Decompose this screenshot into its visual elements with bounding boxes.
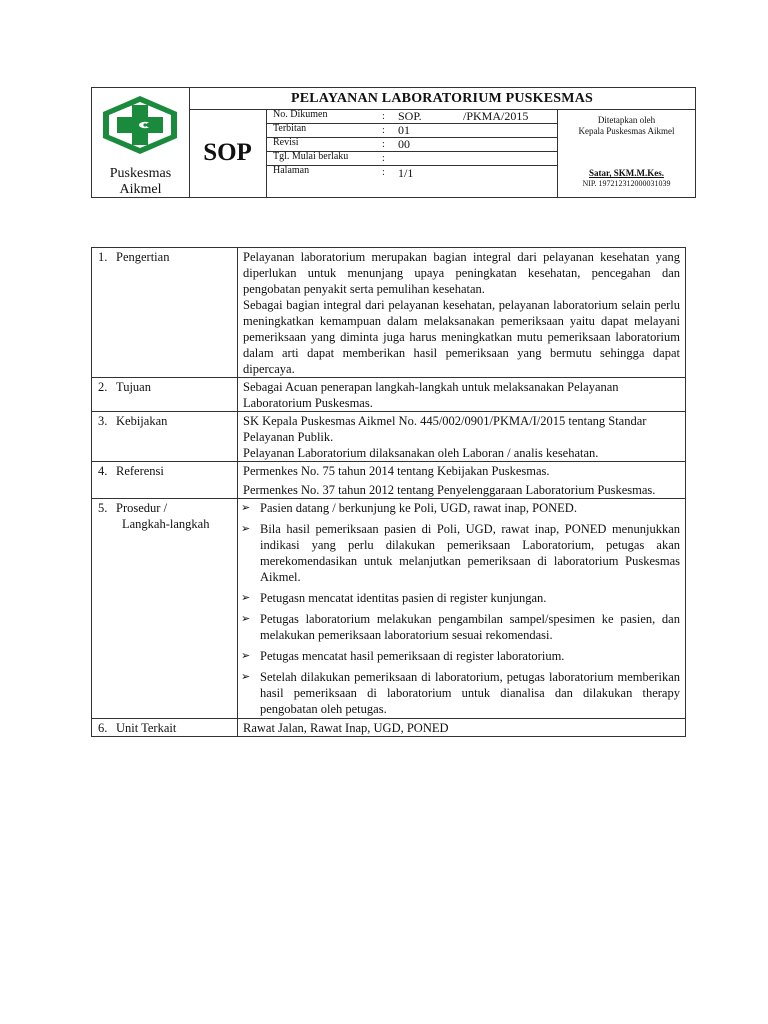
paragraph: Rawat Jalan, Rawat Inap, UGD, PONED bbox=[243, 721, 449, 735]
list-item bbox=[241, 590, 680, 606]
paragraph: Permenkes No. 75 tahun 2014 tentang Kebijakan Puskesmas. bbox=[243, 464, 550, 478]
section-label: Unit Terkait bbox=[116, 721, 177, 735]
arrow-bullet-icon: ➢ bbox=[241, 670, 251, 683]
step-text: Pasien datang / berkunjung ke Poli, UGD, rawat inap, PONED. bbox=[260, 501, 577, 515]
signatory-name: Satar, SKM.M.Kes. bbox=[589, 168, 664, 178]
info-row-revisi bbox=[267, 137, 557, 152]
logo-name: Puskesmas Aikmel bbox=[109, 166, 172, 197]
info-label: No. Dikumen bbox=[273, 109, 328, 120]
table-row bbox=[92, 719, 686, 737]
document-header bbox=[91, 87, 696, 198]
step-text: Petugasn mencatat identitas pasien di register kunjungan. bbox=[260, 591, 547, 605]
section-number: 1. bbox=[98, 250, 108, 264]
section-label-cell bbox=[92, 248, 238, 378]
section-content-cell bbox=[238, 412, 686, 462]
paragraph: SK Kepala Puskesmas Aikmel No. 445/002/0901/PKMA/I/2015 tentang Standar Pelayanan Publik. bbox=[243, 414, 647, 444]
table-row bbox=[92, 412, 686, 462]
list-item bbox=[241, 611, 680, 643]
section-label-cell bbox=[92, 412, 238, 462]
step-text: Petugas laboratorium melakukan pengambilan sampel/spesimen ke pasien, dan melakukan pemeriksaan laboratorium sesuai rekomendasi. bbox=[260, 612, 680, 642]
approval-line2: Kepala Puskesmas Aikmel bbox=[578, 126, 675, 136]
section-number: 3. bbox=[98, 414, 108, 428]
list-item bbox=[241, 521, 680, 585]
puskesmas-logo-icon bbox=[98, 94, 182, 156]
section-label: Tujuan bbox=[116, 380, 151, 394]
info-label: Tgl. Mulai berlaku bbox=[273, 151, 349, 162]
section-content-cell bbox=[238, 499, 686, 719]
section-label: Pengertian bbox=[116, 250, 170, 264]
procedure-steps bbox=[241, 500, 680, 717]
section-content-cell bbox=[238, 719, 686, 737]
section-label-cell bbox=[92, 499, 238, 719]
section-label-cell bbox=[92, 378, 238, 412]
approval-line1: Ditetapkan oleh bbox=[597, 115, 656, 125]
document-info bbox=[267, 109, 558, 197]
section-content-cell bbox=[238, 462, 686, 499]
document-title: PELAYANAN LABORATORIUM PUSKESMAS bbox=[189, 88, 695, 110]
section-label-line2: Langkah-langkah bbox=[122, 517, 210, 531]
table-row bbox=[92, 499, 686, 719]
section-content-cell bbox=[238, 248, 686, 378]
sop-content-table bbox=[91, 247, 686, 737]
list-item bbox=[241, 648, 680, 664]
arrow-bullet-icon: ➢ bbox=[241, 612, 251, 625]
paragraph: Permenkes No. 37 tahun 2012 tentang Penyelenggaraan Laboratorium Puskesmas. bbox=[243, 483, 656, 497]
signatory-nip: NIP. 197212312000031039 bbox=[582, 179, 671, 188]
section-label: Prosedur / bbox=[116, 501, 168, 515]
approval-block bbox=[558, 109, 695, 197]
info-colon: : bbox=[382, 167, 385, 178]
table-row bbox=[92, 248, 686, 378]
logo-cell bbox=[92, 88, 190, 197]
info-label: Halaman bbox=[273, 165, 310, 176]
paragraph: Pelayanan Laboratorium dilaksanakan oleh Laboran / analis kesehatan. bbox=[243, 446, 599, 460]
section-number: 5. bbox=[98, 501, 108, 515]
info-value: SOP. bbox=[398, 109, 422, 123]
info-row-halaman bbox=[267, 165, 557, 179]
step-text: Bila hasil pemeriksaan pasien di Poli, UGD, rawat inap, PONED menunjukkan indikasi yang perlu dilakukan pemeriksaan Laboratorium, petugas akan merekomendasikan untuk melanjutkan pemeriksaan di laboratorium Puskesmas Aikmel. bbox=[260, 522, 680, 584]
list-item bbox=[241, 500, 680, 516]
paragraph: Sebagai bagian integral dari pelayanan kesehatan, pelayanan laboratorium selain perlu meningkatkan kemampuan dalam melaksanakan pemeriksaan yaitu dapat melayani pemeriksaan yang diminta juga harus meningkatkan mutu pemeriksaan laboratorium dalam arti dapat memberikan hasil pemeriksaan yang bermutu sehingga dapat dipercaya. bbox=[243, 298, 680, 376]
info-colon: : bbox=[382, 111, 385, 122]
info-colon: : bbox=[382, 125, 385, 136]
info-value: 1/1 bbox=[398, 166, 414, 180]
arrow-bullet-icon: ➢ bbox=[241, 501, 251, 514]
info-row-terbitan bbox=[267, 123, 557, 138]
info-value: 01 bbox=[398, 123, 410, 137]
paragraph: Pelayanan laboratorium merupakan bagian integral dari pelayanan kesehatan yang diperlukan untuk menunjang upaya peningkatan kesehatan, pencegahan dan pengobatan penyakit serta pemulihan kesehatan. bbox=[243, 250, 680, 296]
section-number: 2. bbox=[98, 380, 108, 394]
step-text: Petugas mencatat hasil pemeriksaan di register laboratorium. bbox=[260, 649, 565, 663]
info-colon: : bbox=[382, 153, 385, 164]
list-item bbox=[241, 669, 680, 717]
info-value-suffix: /PKMA/2015 bbox=[463, 109, 529, 123]
info-label: Terbitan bbox=[273, 123, 307, 134]
info-row-doc-number bbox=[267, 109, 557, 124]
section-label-cell bbox=[92, 462, 238, 499]
section-content-cell bbox=[238, 378, 686, 412]
info-row-tgl-mulai bbox=[267, 151, 557, 166]
table-row bbox=[92, 378, 686, 412]
section-label-cell bbox=[92, 719, 238, 737]
info-value: 00 bbox=[398, 137, 410, 151]
arrow-bullet-icon: ➢ bbox=[241, 522, 251, 535]
section-number: 6. bbox=[98, 721, 108, 735]
section-label: Referensi bbox=[116, 464, 164, 478]
paragraph: Sebagai Acuan penerapan langkah-langkah untuk melaksanakan Pelayanan Laboratorium Puskesmas. bbox=[243, 380, 619, 410]
table-row bbox=[92, 462, 686, 499]
step-text: Setelah dilakukan pemeriksaan di laboratorium, petugas laboratorium memberikan hasil pemeriksaan di laboratorium untuk dianalisa dan dilakukan therapy pengobatan oleh petugas. bbox=[260, 670, 680, 716]
sop-label: SOP bbox=[189, 109, 267, 197]
info-colon: : bbox=[382, 139, 385, 150]
arrow-bullet-icon: ➢ bbox=[241, 649, 251, 662]
section-label: Kebijakan bbox=[116, 414, 168, 428]
info-label: Revisi bbox=[273, 137, 299, 148]
arrow-bullet-icon: ➢ bbox=[241, 591, 251, 604]
section-number: 4. bbox=[98, 464, 108, 478]
